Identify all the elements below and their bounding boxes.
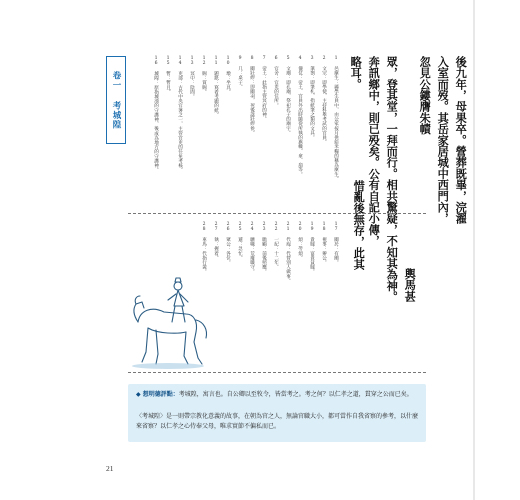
note-item: 19 貴賤：富貴貧賤。 xyxy=(309,222,315,274)
separator-upper xyxy=(128,213,426,214)
note-item: 23 瞻顧：前後照應。 xyxy=(261,222,267,274)
main-text-column-2: 入室而歿。其岳家居城中西門內， xyxy=(436,56,451,224)
section-tab: 卷一 考城隍 xyxy=(106,56,126,144)
note-item: 28 車馬：代指行裝。 xyxy=(201,222,207,274)
note-item: 2 文宗：即學使，主持科舉考試的官員。 xyxy=(321,56,327,145)
page-number: 21 xyxy=(106,464,114,473)
note-item: 7 帝王：此指主管冥府的神。 xyxy=(261,56,267,122)
note-item: 27 執：握着。 xyxy=(213,222,219,260)
main-text-column-1: 後九年，母果卒。營葬既畢，浣濯 xyxy=(454,56,469,224)
page-gutter xyxy=(473,0,475,500)
note-item: 22 一紀：十二年。 xyxy=(273,222,279,270)
note-item: 11 題紙：寫着考題的紙。 xyxy=(213,56,219,117)
note-item: 12 賜：賞賜。 xyxy=(201,56,207,94)
main-text-column-5: 眾，登其堂，一拜而行。相共驚疑，不知其為神。 xyxy=(385,56,400,303)
note-item: 18 視事：辦公。 xyxy=(321,222,327,265)
note-item: 17 關於：有關。 xyxy=(333,222,339,265)
commentary-question-text: 考城隍，寓言也。自公卿以至牧令，皆當考之。考之何？以仁孝之道，貫穿之公而已矣。 xyxy=(178,391,413,398)
commentary-label: ◆ 想明德評點： xyxy=(136,391,179,398)
note-item: 10 墩：坐具。 xyxy=(225,56,231,94)
note-item: 9 几：桌子。 xyxy=(237,56,243,89)
main-text-column-3: 忽見公鏤膺朱幘 xyxy=(418,56,433,135)
note-item: 16 城隍：原指城池的守護神，後成為地方的守護神。 xyxy=(153,56,159,173)
commentary-box xyxy=(128,384,426,442)
note-item: 14 吏部：古代中央官署之一，主管官吏的任免考核。 xyxy=(177,56,183,173)
commentary-answer: 〈考城隍〉是一則帶宗教化意義的故事，在朝為官之人，無論官職大小，都可當作自我省察的參考，以什麼來省察？以仁孝之心侍奉父母，唯求實節不偏私而已。 xyxy=(136,413,419,430)
note-item: 1 邑廩生：縣學生員中，由公家按月供給米糧的稱為廩生。 xyxy=(333,56,339,181)
note-item: 24 曠職：荒廢職守。 xyxy=(249,222,255,274)
horse-rider-illustration xyxy=(128,272,210,370)
main-text-column-4: 輿馬甚 xyxy=(403,268,418,302)
note-item: 3 筆劄：即筆札，指紙筆之類的文具。 xyxy=(309,56,315,140)
note-item: 25 遽：急忙。 xyxy=(237,222,243,260)
note-item: 6 官舍：官吏的住所。 xyxy=(273,56,279,108)
note-item: 21 代庖：代替別人做事。 xyxy=(285,222,291,283)
note-item: 8 關壯繆：即關羽，死後諡壯繆侯。 xyxy=(249,56,255,135)
note-item: 5 文廟：即孔廟，祭祀孔子的廟宇。 xyxy=(285,56,291,135)
main-text-column-8: 略耳。 xyxy=(349,56,364,90)
commentary-question xyxy=(136,390,420,400)
note-item: 4 儀仗：帝王、官員外出時隨從所執的旗幟、傘、扇等。 xyxy=(297,56,303,177)
note-item: 26 眾公：各位。 xyxy=(225,222,231,265)
note-item: 15 暫：暫且。 xyxy=(165,56,171,94)
note-item: 13 冥中：陰間。 xyxy=(189,56,195,99)
main-text-column-7: 惜亂後無存，此其 xyxy=(352,180,367,270)
separator-lower xyxy=(128,372,426,373)
main-text-column-6: 奔訊鄉中，則已殁矣。公有自記小傳， xyxy=(367,56,382,247)
note-item: 20 煩：勞煩。 xyxy=(297,222,303,260)
